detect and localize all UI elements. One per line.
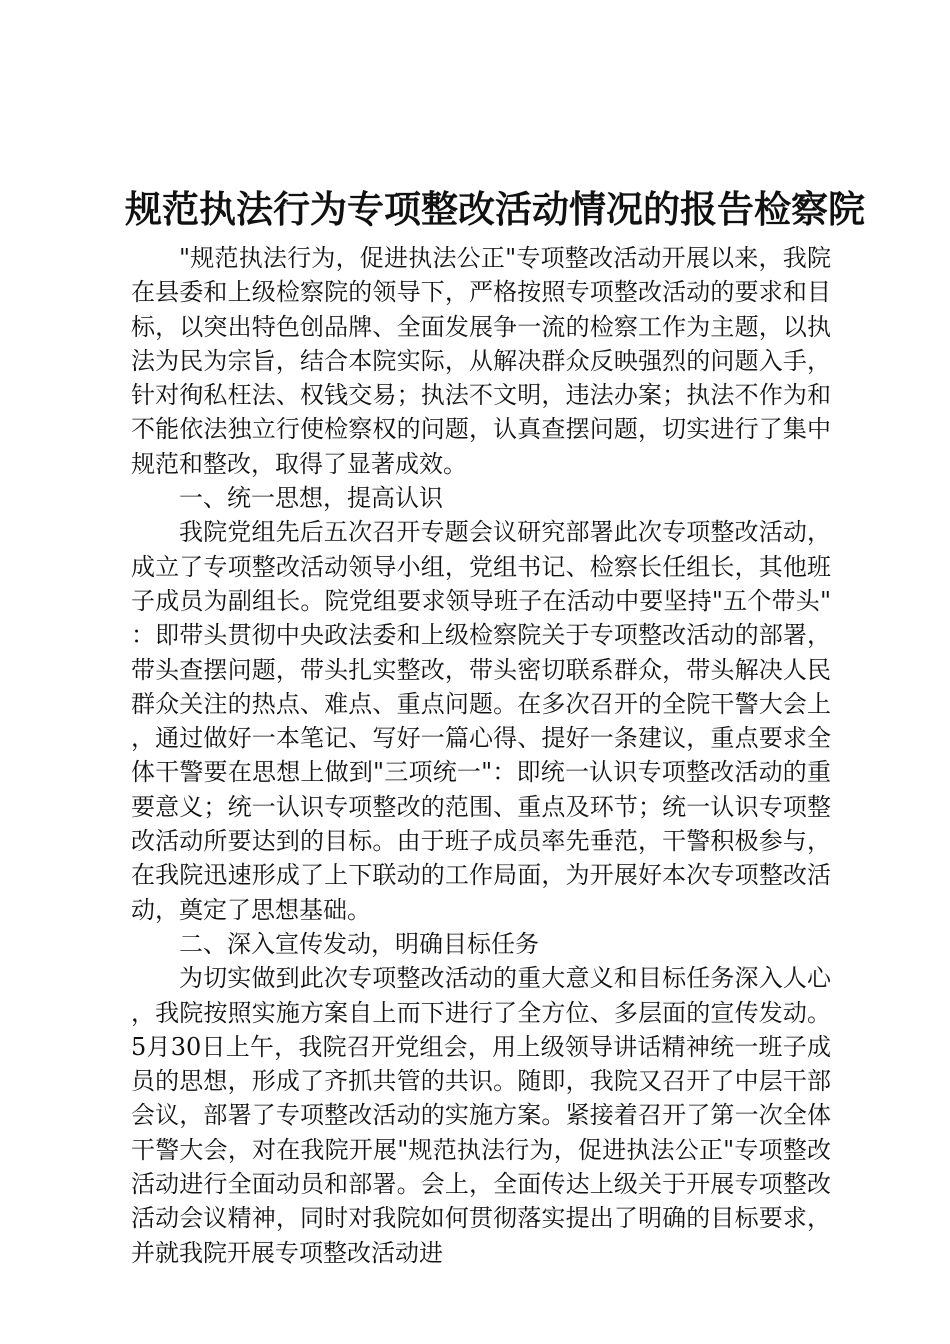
section-2-heading: 二、深入宣传发动，明确目标任务	[179, 929, 539, 958]
intro-paragraph: "规范执法行为，促进执法公正"专项整改活动开展以来，我院在县委和上级检察院的领导下，严格按照专项整改活动的要求和目标，以突出特色创品牌、全面发展争一流的检察工作为主题，以执法为民为宗旨，结合本院实际，从解决群众反映强烈的问题入手，针对徇私枉法、权钱交易；执法不文明，违法办案；执法不作为和不能依法独立行使检察权的问题，认真查摆问题，切实进行了集中规范和整改，取得了显著成效。	[131, 244, 831, 478]
section-2-paragraph: 为切实做到此次专项整改活动的重大意义和目标任务深入人心，我院按照实施方案自上而下进行了全方位、多层面的宣传发动。5月30日上午，我院召开党组会，用上级领导讲话精神统一班子成员的思想，形成了齐抓共管的共识。随即，我院又召开了中层干部会议，部署了专项整改活动的实施方案。紧接着召开了第一次全体干警大会，对在我院开展"规范执法行为，促进执法公正"专项整改活动进行全面动员和部署。会上，全面传达上级关于开展专项整改活动会议精神，同时对我院如何贯彻落实提出了明确的目标要求，并就我院开展专项整改活动进	[131, 964, 831, 1267]
section-1-heading: 一、统一思想，提高认识	[179, 484, 443, 513]
section-1-paragraph: 我院党组先后五次召开专题会议研究部署此次专项整改活动，成立了专项整改活动领导小组，党组书记、检察长任组长，其他班子成员为副组长。院党组要求领导班子在活动中要坚持"五个带头"：即带头贯彻中央政法委和上级检察院关于专项整改活动的部署，带头查摆问题，带头扎实整改，带头密切联系群众，带头解决人民群众关注的热点、难点、重点问题。在多次召开的全院干警大会上，通过做好一本笔记、写好一篇心得、提好一条建议，重点要求全体干警要在思想上做到"三项统一"：即统一认识专项整改活动的重要意义；统一认识专项整改的范围、重点及环节；统一认识专项整改活动所要达到的目标。由于班子成员率先垂范，干警积极参与，在我院迅速形成了上下联动的工作局面，为开展好本次专项整改活动，奠定了思想基础。	[131, 518, 831, 924]
document-page	[125, 184, 865, 1270]
document-title: 规范执法行为专项整改活动情况的报告检察院	[125, 187, 865, 231]
